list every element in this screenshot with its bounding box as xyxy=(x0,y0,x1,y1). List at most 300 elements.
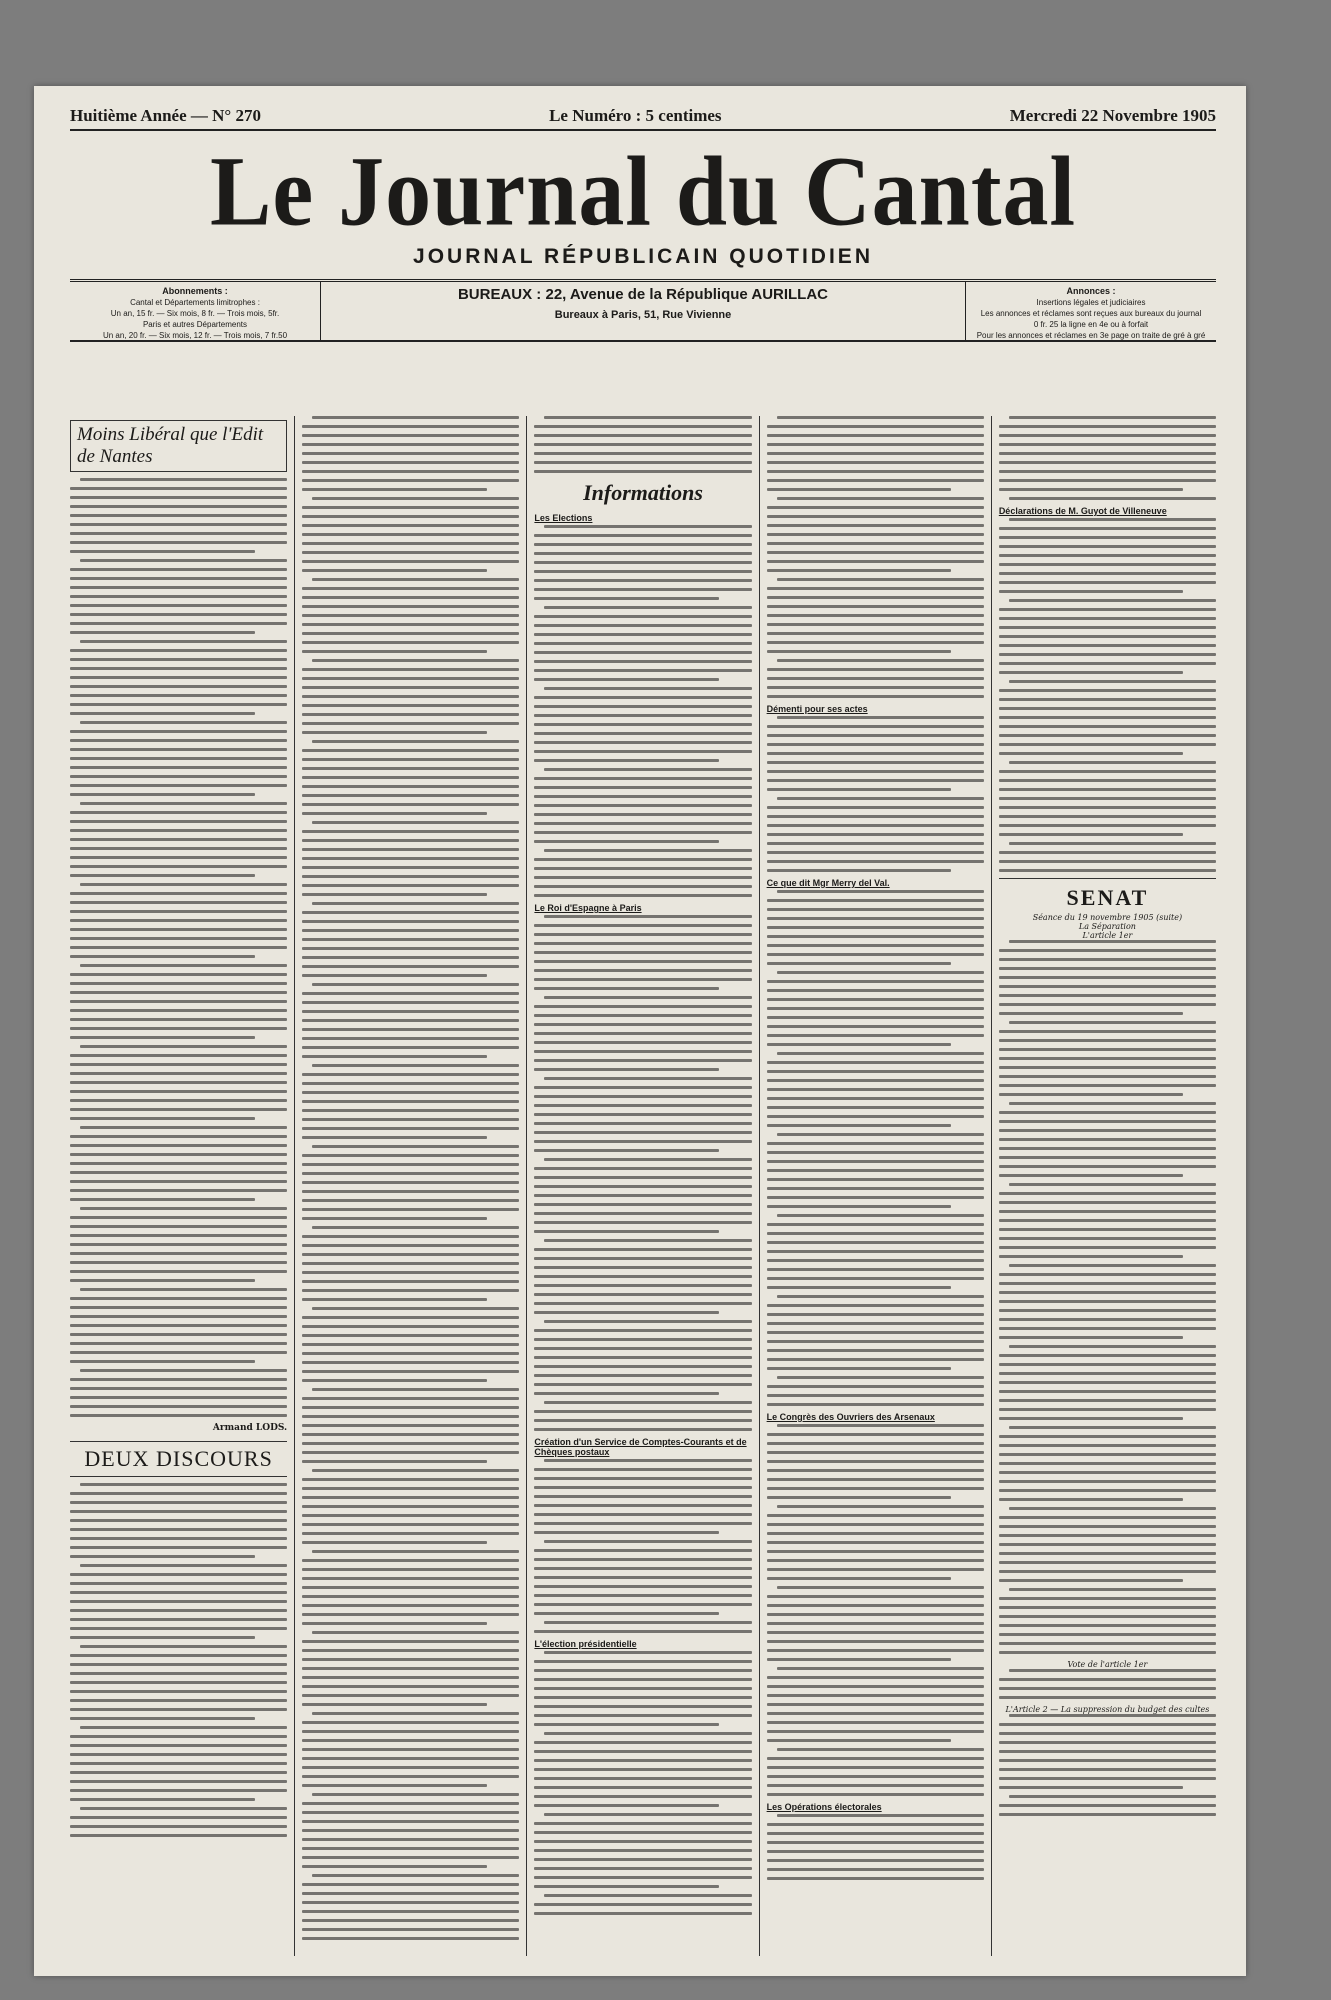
text-line xyxy=(1009,1507,1216,1510)
text-line xyxy=(302,1532,519,1535)
text-line xyxy=(767,1070,984,1073)
text-line xyxy=(70,1744,287,1747)
text-line xyxy=(534,858,751,861)
text-line xyxy=(70,1036,255,1039)
text-line xyxy=(302,1316,519,1319)
text-line xyxy=(70,829,287,832)
text-line xyxy=(302,1730,519,1733)
text-line xyxy=(70,613,287,616)
text-line xyxy=(999,1642,1216,1645)
section-heading: Création d'un Service de Comptes-Courants et de Chèques postaux xyxy=(534,1437,747,1457)
text-line xyxy=(302,1685,519,1688)
text-line xyxy=(302,1775,519,1778)
text-line xyxy=(534,840,719,843)
text-line xyxy=(534,1669,751,1672)
text-line xyxy=(534,1113,751,1116)
office-paris: Bureaux à Paris, 51, Rue Vivienne xyxy=(554,309,732,321)
text-line xyxy=(302,470,519,473)
text-line xyxy=(70,739,287,742)
text-line xyxy=(302,1370,519,1373)
text-line xyxy=(1009,1183,1216,1186)
text-line xyxy=(302,1541,487,1544)
text-line xyxy=(70,595,287,598)
text-line xyxy=(767,1259,984,1262)
text-line xyxy=(302,866,519,869)
text-line xyxy=(70,1780,287,1783)
text-line xyxy=(70,1342,287,1345)
text-line xyxy=(767,1577,952,1580)
text-line xyxy=(767,695,984,698)
text-line xyxy=(302,1514,519,1517)
text-line xyxy=(777,1376,984,1379)
text-line xyxy=(534,732,751,735)
text-line xyxy=(302,1361,519,1364)
text-line xyxy=(302,1748,519,1751)
text-line xyxy=(534,434,751,437)
text-line xyxy=(767,1784,984,1787)
text-line xyxy=(534,1410,751,1413)
text-line xyxy=(70,730,287,733)
text-line xyxy=(767,1286,952,1289)
text-line xyxy=(767,1250,984,1253)
text-line xyxy=(777,890,984,893)
text-line xyxy=(302,1586,519,1589)
text-line xyxy=(302,1505,519,1508)
text-line xyxy=(302,794,519,797)
text-line xyxy=(534,942,751,945)
text-line xyxy=(534,1714,751,1717)
text-line xyxy=(534,579,751,582)
article-body xyxy=(999,1669,1216,1699)
text-line xyxy=(767,1730,984,1733)
text-line xyxy=(534,633,751,636)
text-line xyxy=(302,1784,487,1787)
text-line xyxy=(999,1039,1216,1042)
text-line xyxy=(70,1297,287,1300)
text-line xyxy=(1009,1102,1216,1105)
text-line xyxy=(1009,518,1216,521)
text-line xyxy=(70,1414,287,1417)
text-line xyxy=(302,1919,519,1922)
text-line xyxy=(767,1160,984,1163)
text-line xyxy=(999,1174,1184,1177)
text-line xyxy=(302,1082,519,1085)
text-line xyxy=(70,1153,287,1156)
text-line xyxy=(767,1460,984,1463)
text-line xyxy=(999,1579,1184,1582)
text-line xyxy=(767,677,984,680)
text-line xyxy=(70,1000,287,1003)
text-line xyxy=(534,1903,751,1906)
text-line xyxy=(767,1514,984,1517)
text-line xyxy=(302,1235,519,1238)
text-line xyxy=(767,806,984,809)
text-line xyxy=(1009,842,1216,845)
text-line xyxy=(534,1522,751,1525)
text-line xyxy=(767,1169,984,1172)
text-line xyxy=(302,524,519,527)
text-line xyxy=(534,561,751,564)
text-line xyxy=(534,867,751,870)
text-line xyxy=(80,883,287,886)
text-line xyxy=(70,1825,287,1828)
text-line xyxy=(302,1433,519,1436)
text-line xyxy=(777,1052,984,1055)
text-line xyxy=(302,929,519,932)
text-line xyxy=(999,452,1216,455)
text-line xyxy=(534,1831,751,1834)
text-line xyxy=(534,1840,751,1843)
text-line xyxy=(767,815,984,818)
text-line xyxy=(534,1221,751,1224)
text-line xyxy=(70,1690,287,1693)
text-line xyxy=(70,1654,287,1657)
text-line xyxy=(534,1504,751,1507)
text-line xyxy=(302,1109,519,1112)
text-line xyxy=(767,851,984,854)
article-body xyxy=(534,1651,751,1915)
text-line xyxy=(999,1246,1216,1249)
text-line xyxy=(767,1232,984,1235)
text-line xyxy=(302,911,519,914)
text-line xyxy=(767,1823,984,1826)
text-line xyxy=(534,759,719,762)
text-line xyxy=(302,1622,487,1625)
text-line xyxy=(534,443,751,446)
text-line xyxy=(999,563,1216,566)
article-title-deux-discours: DEUX DISCOURS xyxy=(70,1441,287,1477)
text-line xyxy=(534,1603,751,1606)
text-line xyxy=(80,1369,287,1372)
text-line xyxy=(999,1354,1216,1357)
text-line xyxy=(767,998,984,1001)
text-line xyxy=(70,1510,287,1513)
text-line xyxy=(302,551,519,554)
text-line xyxy=(999,698,1216,701)
article-body xyxy=(767,416,984,698)
text-line xyxy=(1009,761,1216,764)
text-line xyxy=(767,1868,984,1871)
text-line xyxy=(302,1181,519,1184)
article-body xyxy=(999,416,1216,500)
text-line xyxy=(999,1219,1216,1222)
text-line xyxy=(767,962,952,965)
text-line xyxy=(70,631,255,634)
text-line xyxy=(534,1176,751,1179)
text-line xyxy=(777,716,984,719)
text-line xyxy=(302,704,519,707)
text-line xyxy=(70,1555,255,1558)
text-line xyxy=(302,1406,519,1409)
text-line xyxy=(302,1460,487,1463)
text-line xyxy=(302,677,519,680)
text-line xyxy=(544,416,751,419)
text-line xyxy=(767,1766,984,1769)
text-line xyxy=(534,777,751,780)
text-line xyxy=(302,632,519,635)
text-line xyxy=(767,926,984,929)
text-line xyxy=(767,452,984,455)
text-line xyxy=(70,1243,287,1246)
text-line xyxy=(302,1892,519,1895)
text-line xyxy=(70,1198,255,1201)
article-signature: Armand LODS. xyxy=(212,1423,288,1433)
text-line xyxy=(767,605,984,608)
text-line xyxy=(302,1847,519,1850)
text-line xyxy=(999,1408,1216,1411)
text-line xyxy=(999,1210,1216,1213)
text-line xyxy=(999,1606,1216,1609)
text-line xyxy=(999,1687,1216,1690)
text-line xyxy=(534,651,751,654)
text-line xyxy=(70,1063,287,1066)
article-columns xyxy=(70,416,1216,1956)
text-line xyxy=(302,992,519,995)
text-line xyxy=(999,689,1216,692)
text-line xyxy=(767,1496,952,1499)
text-line xyxy=(534,741,751,744)
text-line xyxy=(80,964,287,967)
text-line xyxy=(70,1537,287,1540)
article-body xyxy=(302,416,519,1940)
text-line xyxy=(1009,1264,1216,1267)
text-line xyxy=(70,1618,287,1621)
text-line xyxy=(312,1145,519,1148)
text-line xyxy=(999,833,1184,836)
text-line xyxy=(544,915,751,918)
text-line xyxy=(999,1516,1216,1519)
text-line xyxy=(534,452,751,455)
text-line xyxy=(767,1487,984,1490)
text-line xyxy=(70,541,287,544)
text-line xyxy=(80,559,287,562)
text-line xyxy=(302,1424,519,1427)
text-line xyxy=(302,1595,519,1598)
article-body xyxy=(767,1424,984,1796)
text-line xyxy=(767,1595,984,1598)
text-line xyxy=(1009,1669,1216,1672)
text-line xyxy=(767,1088,984,1091)
text-line xyxy=(312,1388,519,1391)
text-line xyxy=(999,1489,1216,1492)
text-line xyxy=(767,1196,984,1199)
text-line xyxy=(302,1019,519,1022)
text-line xyxy=(302,605,519,608)
text-line xyxy=(302,965,519,968)
section-heading: Les Elections xyxy=(534,513,593,523)
text-line xyxy=(80,1126,287,1129)
text-line xyxy=(302,1883,519,1886)
text-line xyxy=(302,1568,519,1571)
text-line xyxy=(767,1367,952,1370)
text-line xyxy=(302,713,519,716)
text-line xyxy=(70,1162,287,1165)
text-line xyxy=(534,951,751,954)
text-line xyxy=(302,1901,519,1904)
text-line xyxy=(70,1009,287,1012)
text-line xyxy=(999,1255,1184,1258)
divider xyxy=(999,878,1216,879)
text-line xyxy=(999,1237,1216,1240)
text-line xyxy=(534,822,751,825)
text-line xyxy=(302,1118,519,1121)
text-line xyxy=(999,1723,1216,1726)
text-line xyxy=(70,838,287,841)
text-line xyxy=(999,1534,1216,1537)
text-line xyxy=(777,1295,984,1298)
text-line xyxy=(80,802,287,805)
text-line xyxy=(312,578,519,581)
text-line xyxy=(999,1372,1216,1375)
text-line xyxy=(534,1230,719,1233)
text-line xyxy=(999,1201,1216,1204)
text-line xyxy=(302,1352,519,1355)
text-line xyxy=(70,1279,255,1282)
text-line xyxy=(999,1111,1216,1114)
text-line xyxy=(767,1349,984,1352)
column-2 xyxy=(294,416,526,1956)
text-line xyxy=(302,920,519,923)
text-line xyxy=(999,443,1216,446)
text-line xyxy=(767,1793,984,1796)
text-line xyxy=(999,434,1216,437)
text-line xyxy=(312,1793,519,1796)
text-line xyxy=(534,1383,751,1386)
edition-number: Huitième Année — N° 270 xyxy=(70,106,261,125)
article-body xyxy=(70,478,287,1417)
text-line xyxy=(534,1086,751,1089)
text-line xyxy=(70,1315,287,1318)
text-line xyxy=(534,1885,719,1888)
text-line xyxy=(534,1014,751,1017)
text-line xyxy=(534,1858,751,1861)
text-line xyxy=(302,1838,519,1841)
text-line xyxy=(70,1699,287,1702)
article-body xyxy=(70,1483,287,1837)
text-line xyxy=(302,443,519,446)
text-line xyxy=(80,1807,287,1810)
text-line xyxy=(767,1694,984,1697)
text-line xyxy=(767,842,984,845)
text-line xyxy=(767,953,984,956)
article-body xyxy=(767,890,984,1406)
text-line xyxy=(999,1741,1216,1744)
text-line xyxy=(999,1318,1216,1321)
text-line xyxy=(999,1075,1216,1078)
text-line xyxy=(534,1477,751,1480)
text-line xyxy=(767,1649,984,1652)
text-line xyxy=(534,1068,719,1071)
text-line xyxy=(302,848,519,851)
text-line xyxy=(70,811,287,814)
text-line xyxy=(70,550,255,553)
text-line xyxy=(999,644,1216,647)
subscriptions-line: Un an, 20 fr. — Six mois, 12 fr. — Trois mois, 7 fr.50 xyxy=(102,331,288,340)
section-heading: Ce que dit Mgr Merry del Val. xyxy=(766,878,890,888)
text-line xyxy=(999,1309,1216,1312)
text-line xyxy=(534,1365,751,1368)
text-line xyxy=(70,928,287,931)
text-line xyxy=(302,1721,519,1724)
text-line xyxy=(302,1271,519,1274)
text-line xyxy=(999,1624,1216,1627)
text-line xyxy=(999,967,1216,970)
text-line xyxy=(767,824,984,827)
senat-article-2: L'Article 2 — La suppression du budget des cultes xyxy=(1005,1705,1210,1714)
text-line xyxy=(302,1928,519,1931)
text-line xyxy=(70,685,287,688)
section-heading: Déclarations de M. Guyot de Villeneuve xyxy=(998,506,1167,516)
text-line xyxy=(534,1513,751,1516)
text-line xyxy=(999,536,1216,539)
masthead-title: Le Journal du Cantal xyxy=(209,135,1077,247)
text-line xyxy=(767,1178,984,1181)
text-line xyxy=(767,1640,984,1643)
text-line xyxy=(767,1142,984,1145)
text-line xyxy=(777,416,984,419)
text-line xyxy=(70,1396,287,1399)
text-line xyxy=(312,821,519,824)
text-line xyxy=(534,1777,751,1780)
text-line xyxy=(767,1043,952,1046)
text-line xyxy=(999,1750,1216,1753)
text-line xyxy=(999,1543,1216,1546)
text-line xyxy=(534,1795,751,1798)
text-line xyxy=(999,1138,1216,1141)
text-line xyxy=(767,1676,984,1679)
text-line xyxy=(767,614,984,617)
text-line xyxy=(302,758,519,761)
text-line xyxy=(999,1003,1216,1006)
text-line xyxy=(302,596,519,599)
text-line xyxy=(70,1627,287,1630)
text-line xyxy=(80,1726,287,1729)
text-line xyxy=(534,1594,751,1597)
text-line xyxy=(70,955,255,958)
text-line xyxy=(534,1495,751,1498)
text-line xyxy=(302,587,519,590)
senat-article: L'article 1er xyxy=(1082,931,1133,940)
text-line xyxy=(534,660,751,663)
text-line xyxy=(302,425,519,428)
text-line xyxy=(302,1334,519,1337)
text-line xyxy=(767,632,984,635)
subscriptions-line: Un an, 15 fr. — Six mois, 8 fr. — Trois mois, 5fr. xyxy=(110,309,280,318)
text-line xyxy=(302,1487,519,1490)
text-line xyxy=(544,1077,751,1080)
text-line xyxy=(302,1001,519,1004)
text-line xyxy=(999,1435,1216,1438)
text-line xyxy=(534,1876,751,1879)
text-line xyxy=(302,1757,519,1760)
text-line xyxy=(534,831,751,834)
text-line xyxy=(302,767,519,770)
text-line xyxy=(767,533,984,536)
text-line xyxy=(534,461,751,464)
text-line xyxy=(80,1564,287,1567)
text-line xyxy=(302,488,487,491)
text-line xyxy=(534,1822,751,1825)
text-line xyxy=(70,865,287,868)
text-line xyxy=(534,1486,751,1489)
text-line xyxy=(70,568,287,571)
text-line xyxy=(767,1658,952,1661)
text-line xyxy=(302,1136,487,1139)
text-line xyxy=(999,1651,1216,1654)
text-line xyxy=(767,1859,984,1862)
text-line xyxy=(999,860,1216,863)
text-line xyxy=(534,696,751,699)
